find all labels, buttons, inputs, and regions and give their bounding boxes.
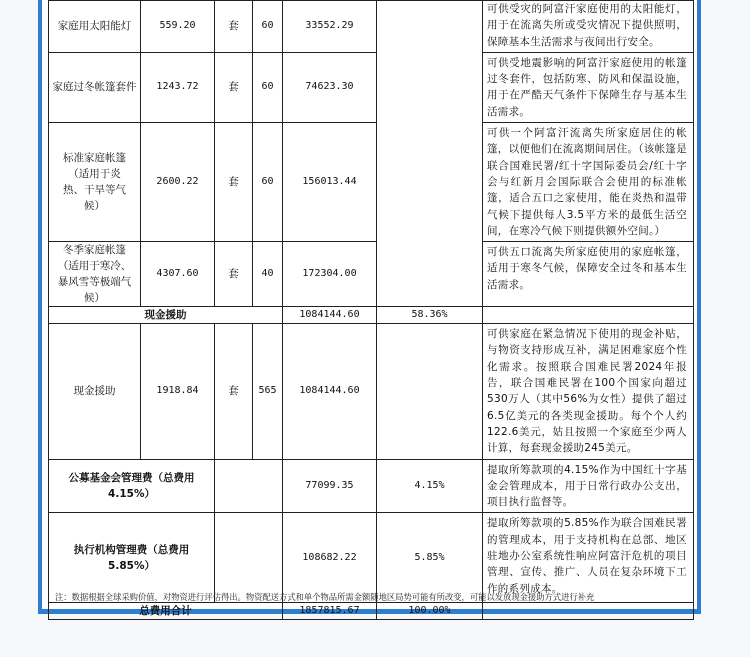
grand-description [483, 603, 694, 620]
description: 可供受灾的阿富汗家庭使用的太阳能灯，用于在流离失所或受灾情况下提供照明，保障基本生活需求与夜间出行安全。 [483, 1, 694, 53]
grand-percentage: 100.00% [377, 603, 483, 620]
unit-price: 2600.22 [141, 123, 215, 242]
unit: 套 [215, 1, 253, 53]
grand-total-label: 总费用合计 [49, 603, 283, 620]
item-name: 家庭用太阳能灯 [49, 1, 141, 53]
fee-blank [215, 459, 283, 513]
fee-label: 执行机构管理费（总费用5.85%） [49, 513, 215, 603]
unit: 套 [215, 123, 253, 242]
unit: 套 [215, 324, 253, 459]
item-name: 冬季家庭帐篷（适用于寒冷、暴风雪等极端气候） [49, 242, 141, 307]
quantity: 565 [253, 324, 283, 459]
subtotal: 156013.44 [283, 123, 377, 242]
item-name: 现金援助 [49, 324, 141, 459]
table-row [49, 1, 694, 53]
description: 可供一个阿富汗流离失所家庭居住的帐篷，以便他们在流离期间居住。（该帐篷是联合国难民署/红十字国际委员会/红十字会与红新月会国际联合会使用的标准帐篷，适合五口之家使用，能在炎热和温带气候下提供每人3.5平方米的最低生活空间，在寒冷气候下则提供额外空间。） [483, 123, 694, 242]
percentage [377, 1, 483, 307]
table-row [49, 52, 694, 122]
table-row [49, 242, 694, 307]
section-total: 1084144.60 [283, 307, 377, 324]
section-percentage: 58.36% [377, 307, 483, 324]
subtotal: 74623.30 [283, 52, 377, 122]
subtotal: 172304.00 [283, 242, 377, 307]
table-row [49, 123, 694, 242]
budget-table [48, 0, 694, 620]
grand-total: 1857815.67 [283, 603, 377, 620]
grand-total-row [49, 603, 694, 620]
section-row [49, 307, 694, 324]
table-row [49, 324, 694, 459]
unit-price: 1243.72 [141, 52, 215, 122]
description: 可供家庭在紧急情况下使用的现金补贴，与物资支持形成互补，满足困难家庭个性化需求。按照联合国难民署2024年报告，联合国难民署在100个国家向超过530万人（其中56%为女性）提供了超过6.5亿美元的各类现金援助。每个个人约122.6美元，姑且按照一个家庭至少两人计算，每套现金援助245美元。 [483, 324, 694, 459]
item-name: 标准家庭帐篷（适用于炎热、干旱等气候） [49, 123, 141, 242]
section-description [483, 307, 694, 324]
quantity: 60 [253, 123, 283, 242]
fee-description: 提取所筹款项的4.15%作为中国红十字基金会管理成本，用于日常行政办公支出，项目执行监督等。 [483, 459, 694, 513]
subtotal: 33552.29 [283, 1, 377, 53]
section-label: 现金援助 [49, 307, 283, 324]
description: 可供受地震影响的阿富汗家庭使用的帐篷过冬套件，包括防寒、防风和保温设施，用于在严酷天气条件下保障生存与基本生活需求。 [483, 52, 694, 122]
quantity: 60 [253, 52, 283, 122]
fee-label: 公募基金会管理费（总费用4.15%） [49, 459, 215, 513]
unit-price: 559.20 [141, 1, 215, 53]
fee-percentage: 4.15% [377, 459, 483, 513]
footnote: 注：数据根据全球采购价值，对物资进行评估得出。物资配送方式和单个物品所需金额随地区局势可能有所改变，可能以发放现金援助方式进行补充 [55, 592, 595, 602]
description: 可供五口流离失所家庭使用的家庭帐篷，适用于寒冬气候，保障安全过冬和基本生活需求。 [483, 242, 694, 307]
fee-row [49, 513, 694, 603]
percentage [377, 324, 483, 459]
quantity: 60 [253, 1, 283, 53]
quantity: 40 [253, 242, 283, 307]
fee-description: 提取所筹款项的5.85%作为联合国难民署的管理成本，用于支持机构在总部、地区驻地办公室系统性响应阿富汗危机的项目管理、宣传、推广、人员在复杂环境下工作的系列成本。 [483, 513, 694, 603]
fee-total: 108682.22 [283, 513, 377, 603]
unit-price: 4307.60 [141, 242, 215, 307]
fee-total: 77099.35 [283, 459, 377, 513]
subtotal: 1084144.60 [283, 324, 377, 459]
item-name: 家庭过冬帐篷套件 [49, 52, 141, 122]
fee-blank [215, 513, 283, 603]
fee-percentage: 5.85% [377, 513, 483, 603]
unit: 套 [215, 52, 253, 122]
unit: 套 [215, 242, 253, 307]
unit-price: 1918.84 [141, 324, 215, 459]
fee-row [49, 459, 694, 513]
